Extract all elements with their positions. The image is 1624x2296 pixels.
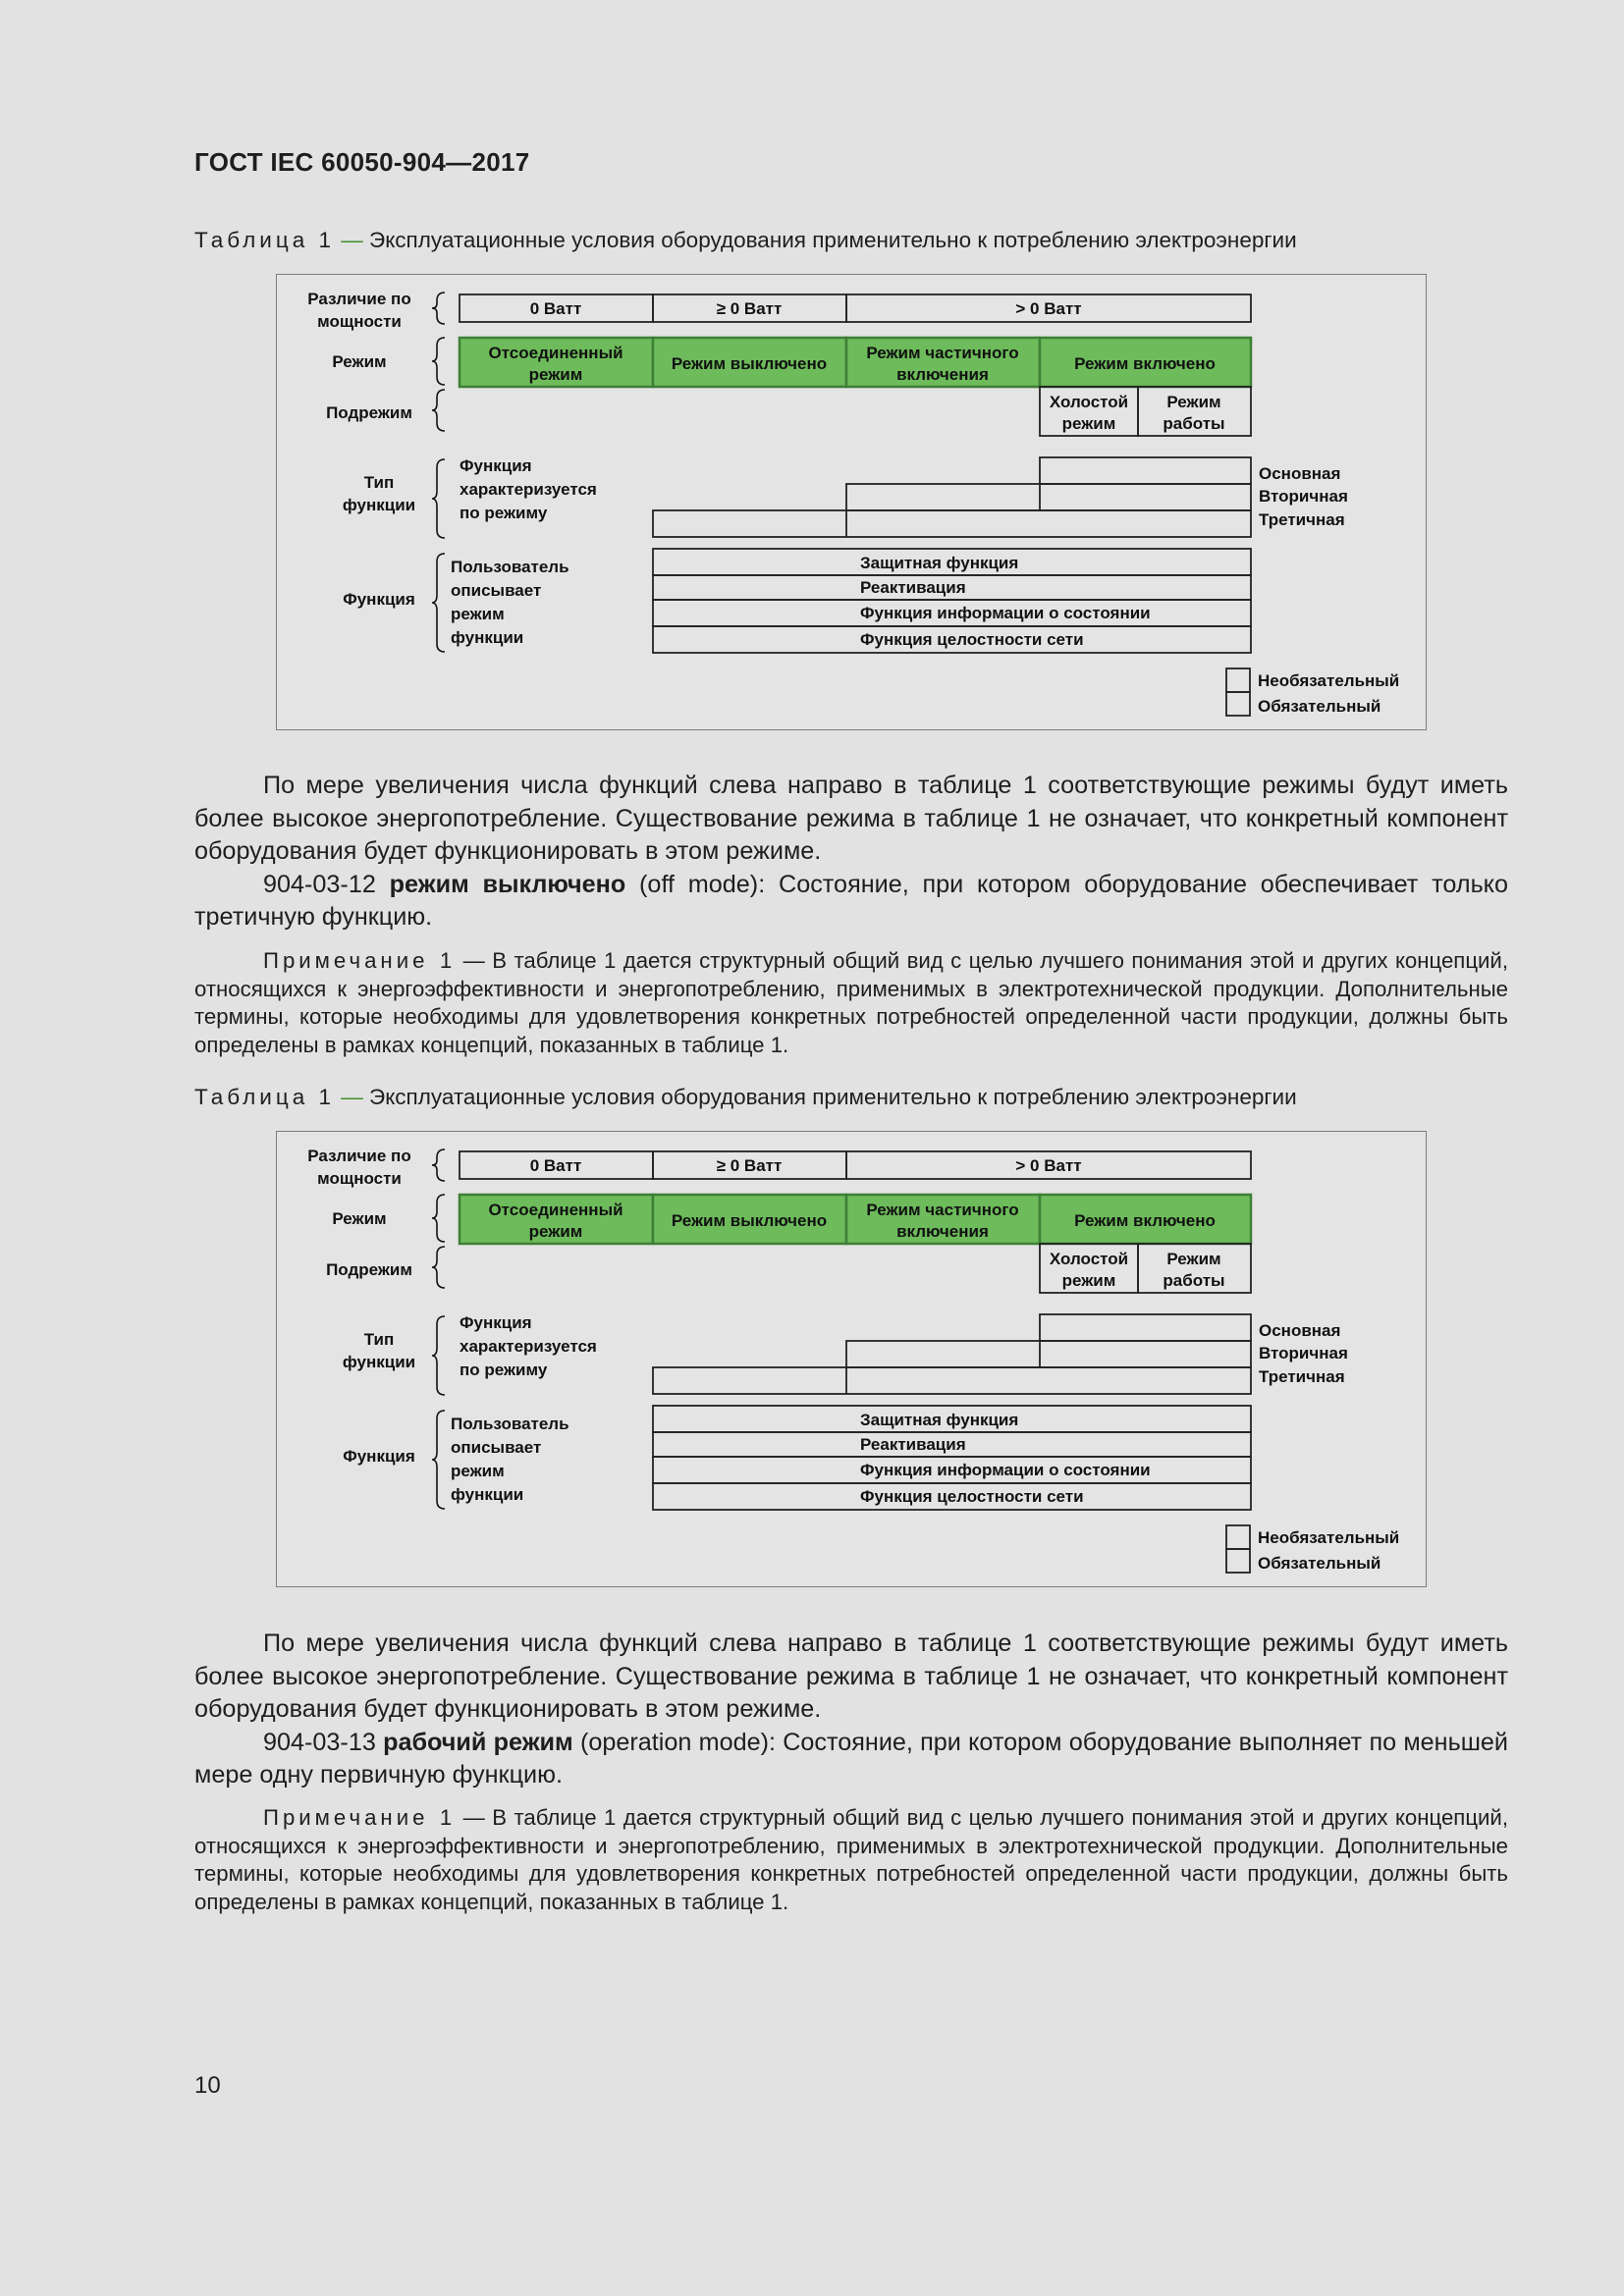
document-header: ГОСТ IEC 60050-904—2017	[194, 147, 530, 177]
function-note-2: описывает	[451, 1438, 542, 1457]
mode-partial-label-1: Режим частичного	[866, 1201, 1019, 1219]
legend-optional-swatch	[1226, 1525, 1250, 1549]
mode-disconnected-label-1: Отсоединенный	[488, 344, 623, 362]
function-reactivation-label: Реактивация	[860, 1435, 966, 1454]
function-level-secondary-label: Вторичная	[1259, 1344, 1348, 1362]
function-row-label: Функция	[343, 590, 415, 609]
note-1	[194, 947, 1508, 1059]
function-type-row-label-1: Тип	[363, 473, 395, 492]
function-level-primary-bar	[1040, 1314, 1251, 1341]
mode-off-label: Режим выключено	[671, 1211, 828, 1230]
function-level-tertiary-bar	[653, 1367, 1251, 1394]
row-braces	[432, 1149, 445, 1509]
term-entry	[194, 869, 1508, 934]
function-level-secondary-bar	[846, 484, 1251, 510]
power-ge0w-label: ≥ 0 Ватт	[716, 1156, 783, 1175]
mode-on-label: Режим включено	[1074, 1211, 1216, 1230]
function-type-note-3: по режиму	[460, 504, 548, 522]
submode-idle-label-1: Холостой	[1049, 1250, 1129, 1268]
term-definition: (off mode): Состояние, при котором оборудование обеспечивает только третичную функцию.	[194, 870, 1508, 931]
function-level-primary-bar	[1040, 457, 1251, 484]
term-entry	[194, 1727, 1508, 1792]
energy-modes-figure	[276, 274, 1427, 730]
function-status-label: Функция информации о состоянии	[860, 604, 1151, 622]
submode-idle-label-2: режим	[1061, 414, 1116, 433]
mode-partial-label-2: включения	[896, 365, 989, 384]
function-level-tertiary-label: Третичная	[1259, 1367, 1345, 1386]
function-protective-label: Защитная функция	[860, 554, 1019, 572]
submode-row-label: Подрежим	[326, 403, 412, 422]
function-type-row-label-2: функции	[342, 1353, 416, 1371]
power-0w-label: 0 Ватт	[529, 1156, 582, 1175]
table-caption-title: Эксплуатационные условия оборудования применительно к потреблению электроэнергии	[369, 1085, 1297, 1109]
note-dash: —	[456, 948, 493, 973]
power-row-label-2: мощности	[317, 312, 402, 331]
legend-mandatory-label: Обязательный	[1258, 697, 1381, 716]
legend-optional-label: Необязательный	[1258, 671, 1400, 690]
table-caption	[194, 1085, 1297, 1110]
note-label: Примечание 1	[263, 948, 457, 973]
table-caption-label: Таблица 1	[194, 1085, 335, 1109]
section-2-body	[194, 1628, 1508, 1792]
submode-work-label-2: работы	[1163, 414, 1225, 433]
function-network-label: Функция целостности сети	[860, 630, 1084, 649]
submode-idle-label-2: режим	[1061, 1271, 1116, 1290]
power-0w-label: 0 Ватт	[529, 299, 582, 318]
power-row-label-1: Различие по	[307, 290, 411, 308]
mode-partial-label-2: включения	[896, 1222, 989, 1241]
page-number: 10	[194, 2072, 221, 2099]
function-note-4: функции	[451, 628, 524, 647]
function-level-primary-label: Основная	[1259, 1321, 1341, 1340]
function-level-secondary-bar	[846, 1341, 1251, 1367]
power-ge0w-label: ≥ 0 Ватт	[716, 299, 783, 318]
term-name: режим выключено	[389, 870, 626, 898]
power-gt0w-label: > 0 Ватт	[1015, 299, 1082, 318]
function-level-tertiary-label: Третичная	[1259, 510, 1345, 529]
paragraph: По мере увеличения числа функций слева направо в таблице 1 соответствующие режимы будут иметь более высокое энергопотребление. Существование режима в таблице 1 не означает, что конкретный компонент оборудования будет функционировать в этом режиме.	[194, 1629, 1508, 1723]
function-level-secondary-label: Вторичная	[1259, 487, 1348, 506]
power-row-label-1: Различие по	[307, 1147, 411, 1165]
mode-off-label: Режим выключено	[671, 354, 828, 373]
legend-mandatory-label: Обязательный	[1258, 1554, 1381, 1573]
submode-row-label: Подрежим	[326, 1260, 412, 1279]
function-level-tertiary-bar	[653, 510, 1251, 537]
function-note-2: описывает	[451, 581, 542, 600]
mode-row-label: Режим	[332, 1209, 387, 1228]
function-status-label: Функция информации о состоянии	[860, 1461, 1151, 1479]
term-definition: (operation mode): Состояние, при котором оборудование выполняет по меньшей мере одну первичную функцию.	[194, 1728, 1508, 1789]
function-level-primary-label: Основная	[1259, 464, 1341, 483]
term-name: рабочий режим	[383, 1728, 573, 1756]
function-type-note-1: Функция	[460, 1313, 532, 1332]
function-note-3: режим	[451, 605, 505, 623]
note-2	[194, 1804, 1508, 1916]
term-number: 904-03-12	[263, 870, 376, 898]
function-reactivation-label: Реактивация	[860, 578, 966, 597]
table-caption-title: Эксплуатационные условия оборудования применительно к потреблению электроэнергии	[369, 228, 1297, 252]
mode-disconnected-label-2: режим	[528, 365, 583, 384]
mode-disconnected-label-2: режим	[528, 1222, 583, 1241]
mode-row-label: Режим	[332, 352, 387, 371]
table-caption	[194, 228, 1297, 253]
function-note-3: режим	[451, 1462, 505, 1480]
function-note-4: функции	[451, 1485, 524, 1504]
submode-idle-label-1: Холостой	[1049, 393, 1129, 411]
energy-modes-figure	[276, 1131, 1427, 1587]
function-type-row-label-2: функции	[342, 496, 416, 514]
function-row-label: Функция	[343, 1447, 415, 1466]
power-gt0w-label: > 0 Ватт	[1015, 1156, 1082, 1175]
legend-mandatory-swatch	[1226, 1549, 1250, 1573]
mode-on-label: Режим включено	[1074, 354, 1216, 373]
function-note-1: Пользователь	[451, 558, 569, 576]
function-protective-label: Защитная функция	[860, 1411, 1019, 1429]
submode-work-label-2: работы	[1163, 1271, 1225, 1290]
table-caption-dash: —	[335, 1085, 370, 1109]
table-caption-label: Таблица 1	[194, 228, 335, 252]
note-text: В таблице 1 дается структурный общий вид с целью лучшего понимания этой и других концепций, относящихся к энергоэффективности и энергопотреблению, применимых в электротехнической продукции. Дополнительные термины, которые необходимы для удовлетворения конкретных потребностей определенной части продукции, должны быть определены в рамках концепций, показанных в таблице 1.	[194, 1805, 1508, 1914]
function-note-1: Пользователь	[451, 1415, 569, 1433]
row-braces	[432, 293, 445, 652]
note-label: Примечание 1	[263, 1805, 457, 1830]
submode-work-label-1: Режим	[1166, 1250, 1221, 1268]
table-caption-dash: —	[335, 228, 370, 252]
submode-work-label-1: Режим	[1166, 393, 1221, 411]
term-number: 904-03-13	[263, 1728, 376, 1756]
mode-disconnected-label-1: Отсоединенный	[488, 1201, 623, 1219]
function-type-row-label-1: Тип	[363, 1330, 395, 1349]
power-row-label-2: мощности	[317, 1169, 402, 1188]
note-text: В таблице 1 дается структурный общий вид с целью лучшего понимания этой и других концепций, относящихся к энергоэффективности и энергопотреблению, применимых в электротехнической продукции. Дополнительные термины, которые необходимы для удовлетворения конкретных потребностей определенной части продукции, должны быть определены в рамках концепций, показанных в таблице 1.	[194, 948, 1508, 1057]
function-type-note-2: характеризуется	[460, 480, 597, 499]
legend-optional-swatch	[1226, 668, 1250, 692]
function-network-label: Функция целостности сети	[860, 1487, 1084, 1506]
function-type-note-2: характеризуется	[460, 1337, 597, 1356]
mode-partial-label-1: Режим частичного	[866, 344, 1019, 362]
section-1-body	[194, 770, 1508, 934]
function-type-note-1: Функция	[460, 456, 532, 475]
paragraph: По мере увеличения числа функций слева направо в таблице 1 соответствующие режимы будут иметь более высокое энергопотребление. Существование режима в таблице 1 не означает, что конкретный компонент оборудования будет функционировать в этом режиме.	[194, 772, 1508, 865]
function-type-note-3: по режиму	[460, 1361, 548, 1379]
legend-optional-label: Необязательный	[1258, 1528, 1400, 1547]
note-dash: —	[456, 1805, 493, 1830]
legend-mandatory-swatch	[1226, 692, 1250, 716]
